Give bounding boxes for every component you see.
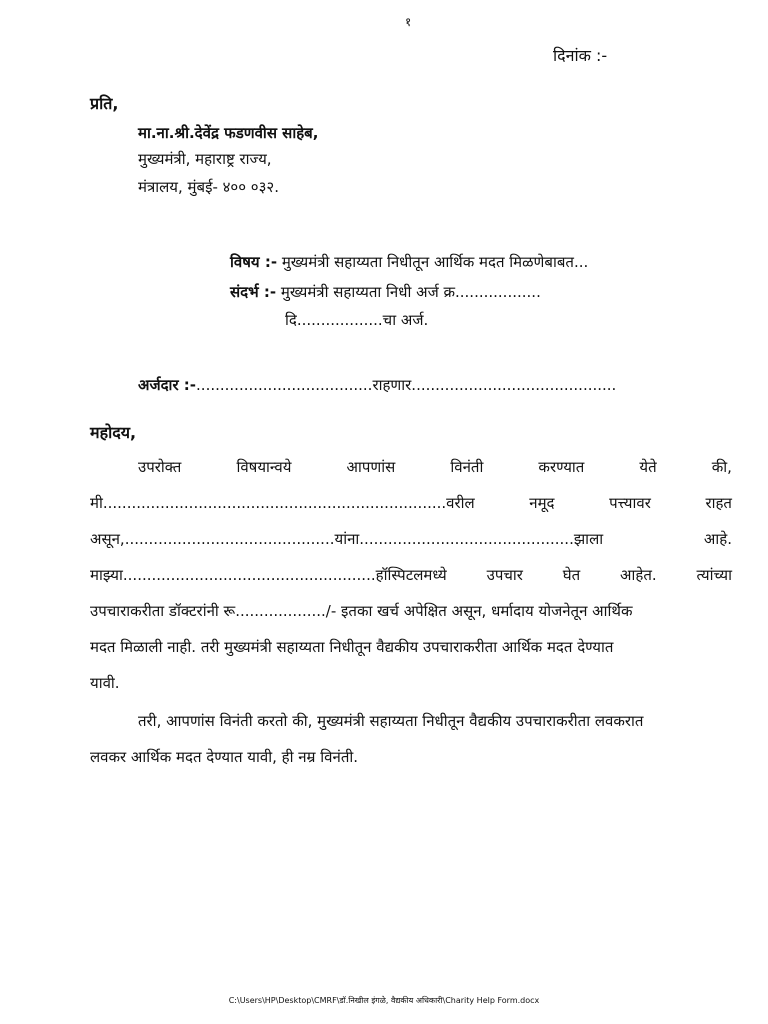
subject-text: मुख्यमंत्री सहाय्यता निधीतून आर्थिक मदत मिळणेबाबत... [277, 253, 589, 271]
reference-text: मुख्यमंत्री सहाय्यता निधी अर्ज क्र.................. [276, 283, 541, 301]
paragraph-word: पत्त्यावर [609, 494, 651, 512]
paragraph-word: असून,............................................यांना.............................................झाला [90, 530, 604, 548]
paragraph-word: उपचाराकरीता डॉक्टरांनी रू.................../- इतका खर्च अपेक्षित असून, धर्मादाय योजनेतून आर्थिक [90, 602, 633, 620]
paragraph-line: तरी, आपणांस विनंती करतो की, मुख्यमंत्री सहाय्यता निधीतून वैद्यकीय उपचाराकरीता लवकरात [138, 712, 644, 730]
subject-label: विषय :- [230, 253, 278, 271]
paragraph-word: उपरोक्त [138, 458, 182, 476]
paragraph-word: विनंती [450, 458, 484, 476]
recipient-title: मुख्यमंत्री, महाराष्ट्र राज्य, [138, 150, 272, 168]
paragraph-word: राहत [705, 494, 732, 512]
paragraph-line: लवकर आर्थिक मदत देण्यात यावी, ही नम्र विनंती. [90, 748, 359, 766]
reference-date-line: दि..................चा अर्ज. [285, 311, 429, 329]
page-number: १ [405, 15, 412, 29]
paragraph-line [90, 485, 732, 521]
reference-line [230, 282, 541, 302]
date-label: दिनांक :- [553, 46, 608, 65]
paragraph-word: आहे. [703, 530, 732, 548]
paragraph-word: त्यांच्या [696, 566, 732, 584]
footer-file-path: C:\Users\HP\Desktop\CMRF\डॉ.निखील इंगळे, वैद्यकीय अधिकारी\Charity Help Form.docx [228, 996, 540, 1005]
paragraph-word: नमूद [529, 494, 555, 512]
paragraph-word: करण्यात [538, 458, 585, 476]
recipient-name: मा.ना.श्री.देवेंद्र फडणवीस साहेब, [138, 124, 319, 142]
paragraph-line [90, 557, 732, 593]
paragraph-word: उपचार [486, 566, 523, 584]
paragraph-word: की, [711, 458, 732, 476]
applicant-text: .....................................राहणार........................................... [196, 376, 617, 394]
subject-line [230, 252, 588, 272]
paragraph-word: घेत [562, 566, 581, 584]
reference-label: संदर्भ :- [230, 283, 277, 301]
paragraph-word: आहेत. [620, 566, 657, 584]
salutation: महोदय, [90, 423, 137, 442]
paragraph-line [90, 521, 732, 557]
recipient-address: मंत्रालय, मुंबई- ४०० ०३२. [138, 178, 279, 196]
paragraph-line [90, 593, 732, 629]
paragraph-word: मदत मिळाली नाही. तरी मुख्यमंत्री सहाय्यता निधीतून वैद्यकीय उपचाराकरीता आर्थिक मदत देण्यात [90, 638, 614, 656]
paragraph-word: आपणांस [346, 458, 396, 476]
paragraph-line [90, 629, 732, 665]
paragraph-line [90, 449, 732, 485]
paragraph-word: येते [639, 458, 657, 476]
body-paragraph-1 [90, 449, 732, 701]
paragraph-word: यावी. [90, 674, 120, 692]
body-paragraph-2 [90, 703, 732, 775]
recipient-prefix: प्रति, [90, 94, 119, 113]
paragraph-line [90, 665, 732, 701]
applicant-line [138, 375, 616, 395]
paragraph-word: माझ्या.....................................................हॉस्पिटलमध्ये [90, 566, 447, 584]
paragraph-word: विषयान्वये [236, 458, 292, 476]
applicant-label: अर्जदार :- [138, 376, 197, 394]
paragraph-word: मी........................................................................वरील [90, 494, 475, 512]
